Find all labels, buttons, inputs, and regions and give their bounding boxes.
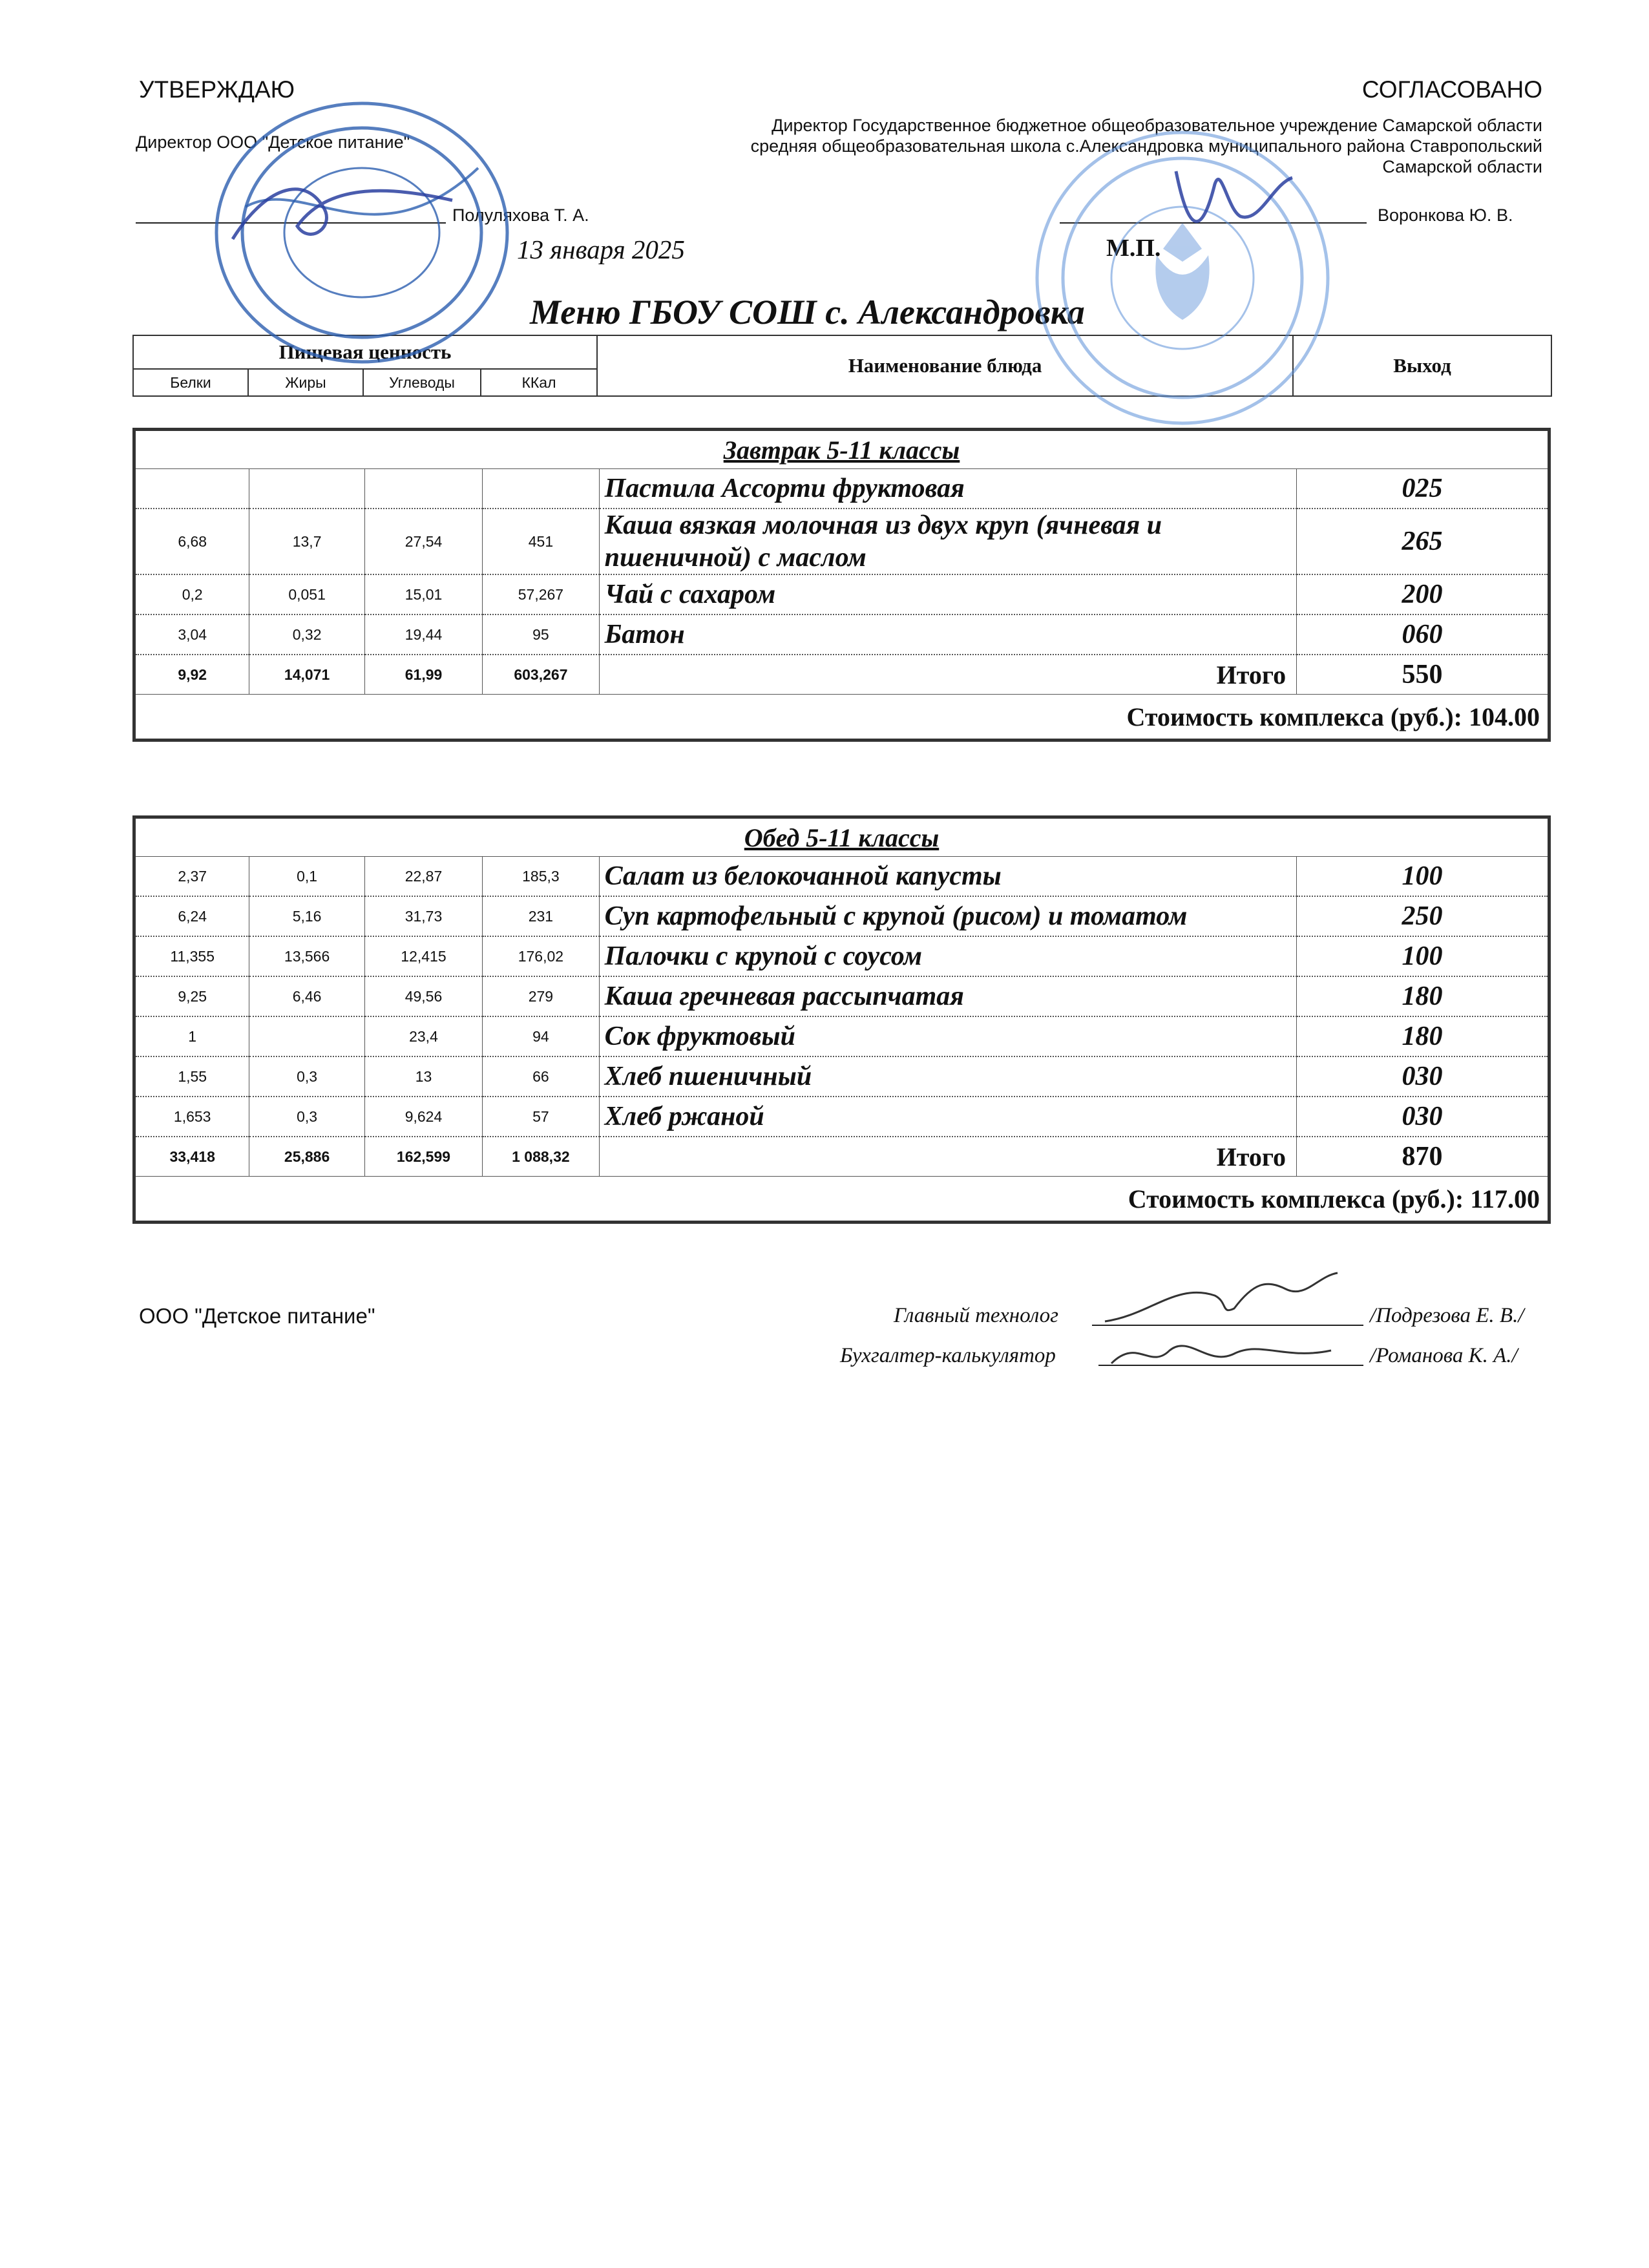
kcal-header: ККал: [481, 369, 597, 396]
total-kcal: 603,267: [483, 655, 599, 695]
chief-technologist-name: /Подрезова Е. В./: [1370, 1304, 1524, 1327]
kcal-cell: 279: [483, 976, 599, 1016]
approve-name: Полуляхова Т. А.: [452, 205, 589, 225]
table-row: [134, 1016, 1549, 1056]
carbs-cell: 49,56: [364, 976, 482, 1016]
total-protein: 9,92: [134, 655, 249, 695]
carbs-cell: 15,01: [364, 574, 482, 614]
dish-name-cell: Хлеб ржаной: [599, 1097, 1296, 1137]
dish-name-cell: Хлеб пшеничный: [599, 1056, 1296, 1097]
protein-cell: 6,24: [134, 896, 249, 936]
protein-cell: 1: [134, 1016, 249, 1056]
dish-name-cell: Пастила Ассорти фруктовая: [599, 469, 1296, 509]
yield-cell: 025: [1297, 469, 1549, 509]
table-row: [134, 976, 1549, 1016]
fat-cell: 13,7: [249, 509, 364, 574]
protein-cell: 9,25: [134, 976, 249, 1016]
agree-position: Директор Государственное бюджетное общеобразовательное учреждение Самарской области средняя общеобразовательная школа с.Александровка муниципального района Ставропольский Самарской области: [750, 116, 1542, 176]
menu-header-table: [132, 335, 1552, 397]
total-yield: 550: [1297, 655, 1549, 695]
carbs-cell: 27,54: [364, 509, 482, 574]
table-row: [134, 614, 1549, 655]
protein-cell: 2,37: [134, 857, 249, 897]
kcal-cell: 66: [483, 1056, 599, 1097]
total-fat: 25,886: [249, 1137, 364, 1177]
yield-cell: 180: [1297, 976, 1549, 1016]
total-label: Итого: [599, 655, 1296, 695]
total-carbs: 61,99: [364, 655, 482, 695]
agree-signature-line: [1060, 222, 1367, 224]
accountant-label: Бухгалтер-калькулятор: [840, 1344, 1056, 1367]
lunch-cost: Стоимость комплекса (руб.): 117.00: [134, 1177, 1549, 1223]
carbs-cell: 12,415: [364, 936, 482, 976]
protein-cell: 6,68: [134, 509, 249, 574]
yield-cell: 100: [1297, 936, 1549, 976]
fat-cell: 0,1: [249, 857, 364, 897]
lunch-title: Обед 5-11 классы: [134, 817, 1549, 857]
approve-signature-line: [136, 222, 446, 224]
kcal-cell: 94: [483, 1016, 599, 1056]
kcal-cell: 57,267: [483, 574, 599, 614]
organization-name: ООО "Детское питание": [139, 1304, 375, 1328]
nutrition-header: Пищевая ценность: [133, 335, 597, 369]
stamp-place-label: М.П.: [1106, 235, 1161, 262]
chief-technologist-label: Главный технолог: [894, 1304, 1059, 1327]
carbs-header: Углеводы: [363, 369, 481, 396]
fat-cell: [249, 1016, 364, 1056]
table-row: [134, 574, 1549, 614]
carbs-cell: 31,73: [364, 896, 482, 936]
breakfast-cost: Стоимость комплекса (руб.): 104.00: [134, 695, 1549, 740]
fat-cell: 0,3: [249, 1056, 364, 1097]
fat-cell: 13,566: [249, 936, 364, 976]
total-fat: 14,071: [249, 655, 364, 695]
dish-name-cell: Суп картофельный с крупой (рисом) и томатом: [599, 896, 1296, 936]
director-signature: [226, 162, 459, 265]
dish-name-cell: Батон: [599, 614, 1296, 655]
accountant-signature-line: [1098, 1365, 1363, 1366]
dish-name-cell: Каша вязкая молочная из двух круп (ячневая и пшеничной) с маслом: [599, 509, 1296, 574]
fat-cell: 5,16: [249, 896, 364, 936]
total-kcal: 1 088,32: [483, 1137, 599, 1177]
kcal-cell: [483, 469, 599, 509]
yield-cell: 030: [1297, 1097, 1549, 1137]
dish-name-cell: Сок фруктовый: [599, 1016, 1296, 1056]
protein-cell: 0,2: [134, 574, 249, 614]
breakfast-table: [132, 428, 1551, 742]
approve-title: УТВЕРЖДАЮ: [139, 76, 295, 103]
table-row: [134, 509, 1549, 574]
fat-cell: [249, 469, 364, 509]
fat-header: Жиры: [248, 369, 363, 396]
carbs-cell: 13: [364, 1056, 482, 1097]
kcal-cell: 57: [483, 1097, 599, 1137]
yield-cell: 250: [1297, 896, 1549, 936]
total-carbs: 162,599: [364, 1137, 482, 1177]
carbs-cell: 9,624: [364, 1097, 482, 1137]
table-row: [134, 1097, 1549, 1137]
total-yield: 870: [1297, 1137, 1549, 1177]
carbs-cell: 19,44: [364, 614, 482, 655]
table-row: [134, 469, 1549, 509]
total-label: Итого: [599, 1137, 1296, 1177]
protein-cell: 3,04: [134, 614, 249, 655]
agree-name: Воронкова Ю. В.: [1378, 205, 1513, 225]
yield-cell: 030: [1297, 1056, 1549, 1097]
kcal-cell: 95: [483, 614, 599, 655]
yield-header: Выход: [1293, 335, 1551, 396]
fat-cell: 0,051: [249, 574, 364, 614]
dish-name-header: Наименование блюда: [597, 335, 1293, 396]
protein-cell: 1,653: [134, 1097, 249, 1137]
fat-cell: 6,46: [249, 976, 364, 1016]
table-row: [134, 936, 1549, 976]
dish-name-cell: Салат из белокочанной капусты: [599, 857, 1296, 897]
agree-title: СОГЛАСОВАНО: [1361, 76, 1542, 103]
menu-title: Меню ГБОУ СОШ с. Александровка: [530, 293, 1085, 331]
kcal-cell: 451: [483, 509, 599, 574]
approve-date: 13 января 2025: [517, 235, 685, 264]
protein-cell: 1,55: [134, 1056, 249, 1097]
technologist-signature: [1098, 1270, 1344, 1328]
kcal-cell: 231: [483, 896, 599, 936]
fat-cell: 0,3: [249, 1097, 364, 1137]
total-protein: 33,418: [134, 1137, 249, 1177]
table-row: [134, 857, 1549, 897]
accountant-signature: [1105, 1331, 1338, 1376]
yield-cell: 200: [1297, 574, 1549, 614]
table-row: [134, 1056, 1549, 1097]
carbs-cell: [364, 469, 482, 509]
breakfast-title: Завтрак 5-11 классы: [134, 430, 1549, 469]
carbs-cell: 22,87: [364, 857, 482, 897]
kcal-cell: 176,02: [483, 936, 599, 976]
carbs-cell: 23,4: [364, 1016, 482, 1056]
protein-cell: 11,355: [134, 936, 249, 976]
dish-name-cell: Чай с сахаром: [599, 574, 1296, 614]
yield-cell: 180: [1297, 1016, 1549, 1056]
yield-cell: 100: [1297, 857, 1549, 897]
table-row: [134, 896, 1549, 936]
yield-cell: 265: [1297, 509, 1549, 574]
chief-technologist-signature-line: [1092, 1325, 1363, 1326]
dish-name-cell: Каша гречневая рассыпчатая: [599, 976, 1296, 1016]
approve-position: Директор ООО "Детское питание": [136, 132, 410, 152]
accountant-name: /Романова К. А./: [1370, 1344, 1518, 1367]
kcal-cell: 185,3: [483, 857, 599, 897]
protein-header: Белки: [133, 369, 248, 396]
fat-cell: 0,32: [249, 614, 364, 655]
protein-cell: [134, 469, 249, 509]
yield-cell: 060: [1297, 614, 1549, 655]
lunch-table: [132, 815, 1551, 1224]
dish-name-cell: Палочки с крупой с соусом: [599, 936, 1296, 976]
